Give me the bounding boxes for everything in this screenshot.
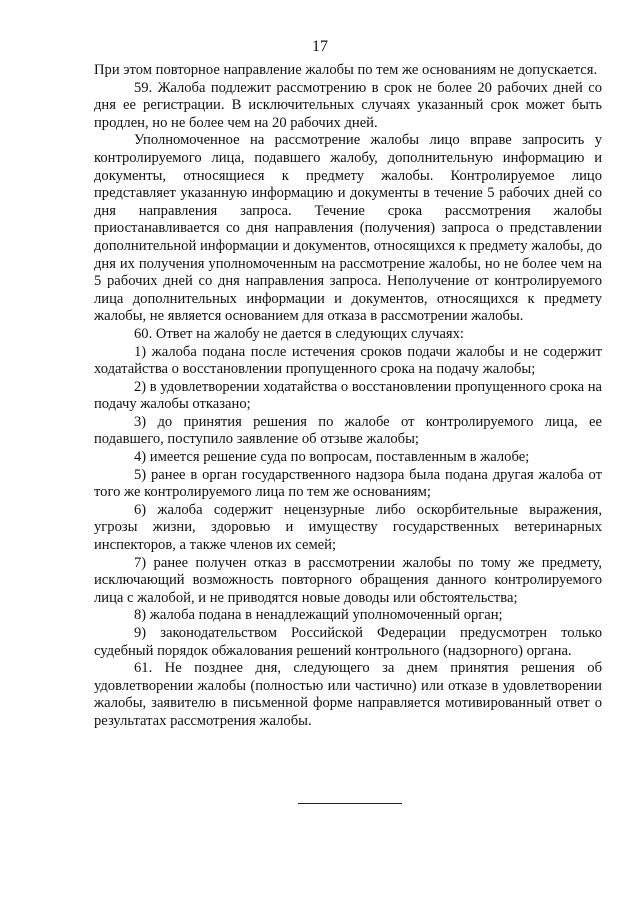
- paragraph-59: 59. Жалоба подлежит рассмотрению в срок не более 20 рабочих дней со дня ее регистрации. В исключительных случаях указанный срок может быть продлен, но не более чем на 20 рабочих дней.: [94, 79, 602, 131]
- paragraph-continuation: При этом повторное направление жалобы по тем же основаниям не допускается.: [94, 62, 598, 78]
- list-item-60-3: 3) до принятия решения по жалобе от контролируемого лица, ее подавшего, поступило заявление об отзыве жалобы;: [94, 413, 602, 448]
- paragraph-61: 61. Не позднее дня, следующего за днем принятия решения об удовлетворении жалобы (полностью или частично) или отказе в удовлетворении жалобы, заявителю в письменной форме направляется мотивированный ответ о результатах рассмотрения жалобы.: [94, 660, 602, 729]
- list-item-60-5: 5) ранее в орган государственного надзора была подана другая жалоба от того же контролируемого лица по тем же основаниям;: [94, 466, 602, 501]
- paragraph-59-request-info: Уполномоченное на рассмотрение жалобы лицо вправе запросить у контролируемого лица, подавшего жалобу, дополнительную информацию и документы, относящиеся к предмету жалобы. Контролируемое лицо представляет указанную информацию и документы в течение 5 рабочих дней со дня направления запроса. Течение срока рассмотрения жалобы приостанавливается со дня направления (получения) запроса о представлении дополнительной информации и документов, относящихся к предмету жалобы, до дня их получения уполномоченным на рассмотрение жалобы, но не более чем на 5 рабочих дней со дня направления запроса. Неполучение от контролируемого лица дополнительных информации и документов, относящихся к предмету жалобы, не является основанием для отказа в рассмотрении жалобы.: [94, 132, 602, 325]
- page-number: 17: [312, 38, 328, 55]
- end-of-text-rule: [298, 803, 402, 804]
- list-item-60-7: 7) ранее получен отказ в рассмотрении жалобы по тому же предмету, исключающий возможность повторного обращения данного контролируемого лица с жалобой, и не приводятся новые доводы или обстоятельства;: [94, 554, 602, 606]
- list-item-60-2: 2) в удовлетворении ходатайства о восстановлении пропущенного срока на подачу жалобы отказано;: [94, 378, 602, 413]
- list-item-60-1: 1) жалоба подана после истечения сроков подачи жалобы и не содержит ходатайства о восстановлении пропущенного срока на подачу жалобы;: [94, 343, 602, 378]
- list-item-60-8: 8) жалоба подана в ненадлежащий уполномоченный орган;: [134, 607, 503, 624]
- list-item-60-4: 4) имеется решение суда по вопросам, поставленным в жалобе;: [134, 449, 530, 466]
- list-item-60-6: 6) жалоба содержит нецензурные либо оскорбительные выражения, угрозы жизни, здоровью и имуществу государственных ветеринарных инспекторов, а также членов их семей;: [94, 501, 602, 554]
- document-body: [94, 62, 602, 731]
- list-item-60-9: 9) законодательством Российской Федерации предусмотрен только судебный порядок обжалования решений контрольного (надзорного) органа.: [94, 625, 602, 659]
- paragraph-60: 60. Ответ на жалобу не дается в следующих случаях:: [134, 325, 464, 342]
